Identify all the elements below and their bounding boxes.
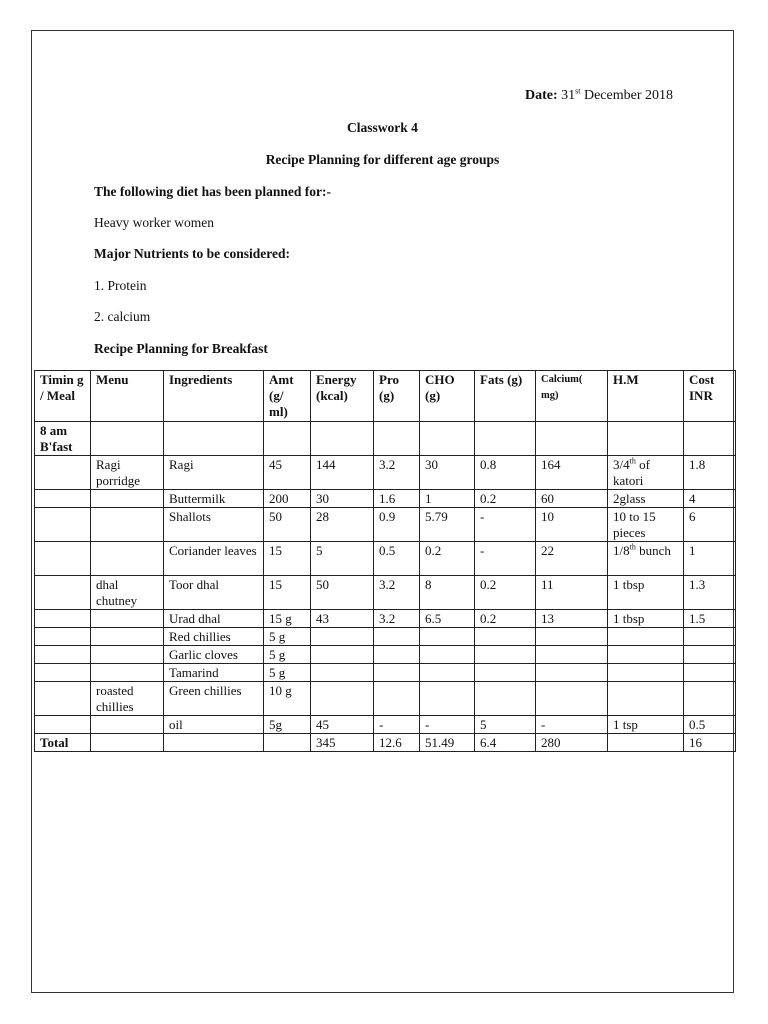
table-cell bbox=[35, 456, 91, 490]
table-cell bbox=[35, 682, 91, 716]
table-cell bbox=[311, 628, 374, 646]
header-cell: Calcium( mg) bbox=[536, 371, 608, 422]
table-cell: 0.5 bbox=[374, 542, 420, 576]
table-cell: 10 g bbox=[264, 682, 311, 716]
header-cell: CHO (g) bbox=[420, 371, 475, 422]
document-page bbox=[31, 30, 734, 993]
table-cell: dhal chutney bbox=[91, 576, 164, 610]
table-cell bbox=[475, 664, 536, 682]
table-cell: - bbox=[536, 716, 608, 734]
table-row bbox=[35, 508, 736, 542]
table-cell: 15 g bbox=[264, 610, 311, 628]
table-cell: - bbox=[420, 716, 475, 734]
table-cell: Green chillies bbox=[164, 682, 264, 716]
header-cell: H.M bbox=[608, 371, 684, 422]
table-cell bbox=[35, 646, 91, 664]
table-cell: 28 bbox=[311, 508, 374, 542]
table-cell: 144 bbox=[311, 456, 374, 490]
table-cell bbox=[35, 610, 91, 628]
table-cell: - bbox=[475, 542, 536, 576]
table-cell bbox=[91, 646, 164, 664]
table-row bbox=[35, 490, 736, 508]
table-cell: 0.5 bbox=[684, 716, 736, 734]
table-cell: Coriander leaves bbox=[164, 542, 264, 576]
header-cell: Cost INR bbox=[684, 371, 736, 422]
table-cell: 43 bbox=[311, 610, 374, 628]
table-cell bbox=[608, 646, 684, 664]
table-cell bbox=[35, 576, 91, 610]
table-cell: 0.9 bbox=[374, 508, 420, 542]
table-cell bbox=[475, 628, 536, 646]
table-cell: 15 bbox=[264, 576, 311, 610]
table-cell: Red chillies bbox=[164, 628, 264, 646]
table-row bbox=[35, 610, 736, 628]
document-subtitle: Recipe Planning for different age groups bbox=[265, 152, 500, 167]
table-cell bbox=[475, 646, 536, 664]
table-cell: 1.5 bbox=[684, 610, 736, 628]
date-label: Date: bbox=[524, 88, 558, 103]
table-cell bbox=[35, 490, 91, 508]
date-line bbox=[525, 88, 673, 104]
meal-row bbox=[35, 422, 736, 456]
table-cell: oil bbox=[164, 716, 264, 734]
target-group: Heavy worker women bbox=[94, 215, 214, 230]
table-cell: Buttermilk bbox=[164, 490, 264, 508]
table-cell bbox=[91, 716, 164, 734]
table-cell: 200 bbox=[264, 490, 311, 508]
table-cell: - bbox=[475, 508, 536, 542]
table-cell bbox=[311, 682, 374, 716]
nutrient-item: 1. Protein bbox=[94, 278, 147, 293]
table-cell: 4 bbox=[684, 490, 736, 508]
table-cell: 50 bbox=[264, 508, 311, 542]
table-cell bbox=[536, 646, 608, 664]
table-cell: 6 bbox=[684, 508, 736, 542]
table-cell: 15 bbox=[264, 542, 311, 576]
table-cell: 0.2 bbox=[475, 576, 536, 610]
total-cell: 6.4 bbox=[475, 734, 536, 752]
table-cell: 8 bbox=[420, 576, 475, 610]
table-cell: 1.3 bbox=[684, 576, 736, 610]
table-cell bbox=[684, 682, 736, 716]
table-row bbox=[35, 628, 736, 646]
table-cell bbox=[536, 628, 608, 646]
table-cell bbox=[91, 542, 164, 576]
table-cell: 3.2 bbox=[374, 576, 420, 610]
header-cell: Fats (g) bbox=[475, 371, 536, 422]
table-cell: 30 bbox=[420, 456, 475, 490]
total-label: Total bbox=[35, 734, 91, 752]
table-cell: - bbox=[374, 716, 420, 734]
table-cell bbox=[536, 682, 608, 716]
total-cell: 280 bbox=[536, 734, 608, 752]
table-row bbox=[35, 576, 736, 610]
table-cell: 1/8th bunch bbox=[608, 542, 684, 576]
date-day: 31 bbox=[561, 88, 576, 103]
table-header-row bbox=[35, 371, 736, 422]
table-cell bbox=[91, 628, 164, 646]
table-cell bbox=[311, 646, 374, 664]
total-cell: 12.6 bbox=[374, 734, 420, 752]
table-cell: 22 bbox=[536, 542, 608, 576]
table-cell: Toor dhal bbox=[164, 576, 264, 610]
table-cell bbox=[374, 682, 420, 716]
table-cell bbox=[91, 508, 164, 542]
table-cell bbox=[420, 628, 475, 646]
header-cell: Amt (g/ ml) bbox=[264, 371, 311, 422]
table-cell: 2glass bbox=[608, 490, 684, 508]
nutrient-item: 2. calcium bbox=[94, 309, 151, 324]
table-cell: 0.2 bbox=[475, 490, 536, 508]
table-row bbox=[35, 664, 736, 682]
classwork-title: Classwork 4 bbox=[347, 120, 418, 135]
table-cell bbox=[536, 664, 608, 682]
table-cell: 5.79 bbox=[420, 508, 475, 542]
table-cell: Ragi porridge bbox=[91, 456, 164, 490]
table-cell bbox=[374, 628, 420, 646]
table-cell bbox=[608, 628, 684, 646]
table-cell bbox=[35, 508, 91, 542]
table-cell bbox=[608, 682, 684, 716]
table-cell bbox=[35, 628, 91, 646]
table-cell: 10 to 15 pieces bbox=[608, 508, 684, 542]
table-cell bbox=[374, 646, 420, 664]
section-title: Recipe Planning for Breakfast bbox=[94, 341, 268, 356]
table-cell bbox=[684, 628, 736, 646]
table-cell: 30 bbox=[311, 490, 374, 508]
total-row bbox=[35, 734, 736, 752]
table-cell: 1 bbox=[684, 542, 736, 576]
table-cell bbox=[420, 664, 475, 682]
header-cell: Menu bbox=[91, 371, 164, 422]
table-cell: 50 bbox=[311, 576, 374, 610]
table-cell bbox=[684, 664, 736, 682]
table-cell bbox=[420, 646, 475, 664]
table-cell bbox=[475, 682, 536, 716]
table-cell: 13 bbox=[536, 610, 608, 628]
header-cell: Timin g / Meal bbox=[35, 371, 91, 422]
table-cell: 6.5 bbox=[420, 610, 475, 628]
table-cell bbox=[684, 646, 736, 664]
table-cell: 1.8 bbox=[684, 456, 736, 490]
total-cell bbox=[608, 734, 684, 752]
table-cell: 1 bbox=[420, 490, 475, 508]
table-cell bbox=[608, 664, 684, 682]
table-cell: 3.2 bbox=[374, 456, 420, 490]
table-cell: 1 tsp bbox=[608, 716, 684, 734]
table-cell: 10 bbox=[536, 508, 608, 542]
table-row bbox=[35, 542, 736, 576]
table-cell: 5 g bbox=[264, 664, 311, 682]
table-cell: 45 bbox=[311, 716, 374, 734]
table-cell bbox=[420, 682, 475, 716]
table-cell: 164 bbox=[536, 456, 608, 490]
date-suffix: st bbox=[575, 86, 581, 96]
total-cell: 345 bbox=[311, 734, 374, 752]
total-cell bbox=[264, 734, 311, 752]
nutrients-label: Major Nutrients to be considered: bbox=[94, 246, 290, 261]
table-cell bbox=[91, 664, 164, 682]
table-row bbox=[35, 646, 736, 664]
header-cell: Ingredients bbox=[164, 371, 264, 422]
table-cell bbox=[35, 542, 91, 576]
table-row bbox=[35, 456, 736, 490]
total-cell bbox=[91, 734, 164, 752]
table-cell: 1 tbsp bbox=[608, 610, 684, 628]
table-cell: Shallots bbox=[164, 508, 264, 542]
table-cell: 1 tbsp bbox=[608, 576, 684, 610]
table-cell: 5g bbox=[264, 716, 311, 734]
table-cell: 5 bbox=[311, 542, 374, 576]
diet-planned-for-label: The following diet has been planned for:- bbox=[94, 184, 332, 199]
table-cell: 1.6 bbox=[374, 490, 420, 508]
table-cell: roasted chillies bbox=[91, 682, 164, 716]
table-cell: Ragi bbox=[164, 456, 264, 490]
table-cell bbox=[35, 664, 91, 682]
table-cell: Garlic cloves bbox=[164, 646, 264, 664]
table-cell: 5 g bbox=[264, 628, 311, 646]
total-cell bbox=[164, 734, 264, 752]
table-cell: 0.2 bbox=[420, 542, 475, 576]
recipe-table bbox=[34, 370, 736, 752]
table-row bbox=[35, 682, 736, 716]
table-cell: 3.2 bbox=[374, 610, 420, 628]
table-cell: 11 bbox=[536, 576, 608, 610]
table-cell: Tamarind bbox=[164, 664, 264, 682]
table-cell: 5 g bbox=[264, 646, 311, 664]
total-cell: 51.49 bbox=[420, 734, 475, 752]
table-cell: 5 bbox=[475, 716, 536, 734]
date-rest: December 2018 bbox=[580, 88, 673, 103]
header-cell: Pro (g) bbox=[374, 371, 420, 422]
header-cell: Energy (kcal) bbox=[311, 371, 374, 422]
table-row bbox=[35, 716, 736, 734]
meal-label: 8 am B'fast bbox=[35, 422, 91, 456]
table-cell: 60 bbox=[536, 490, 608, 508]
table-cell bbox=[91, 490, 164, 508]
table-cell bbox=[311, 664, 374, 682]
total-cell: 16 bbox=[684, 734, 736, 752]
table-cell bbox=[35, 716, 91, 734]
table-cell bbox=[91, 610, 164, 628]
table-cell: Urad dhal bbox=[164, 610, 264, 628]
table-cell: 3/4th of katori bbox=[608, 456, 684, 490]
table-cell: 0.2 bbox=[475, 610, 536, 628]
table-cell: 0.8 bbox=[475, 456, 536, 490]
table-cell bbox=[374, 664, 420, 682]
table-cell: 45 bbox=[264, 456, 311, 490]
